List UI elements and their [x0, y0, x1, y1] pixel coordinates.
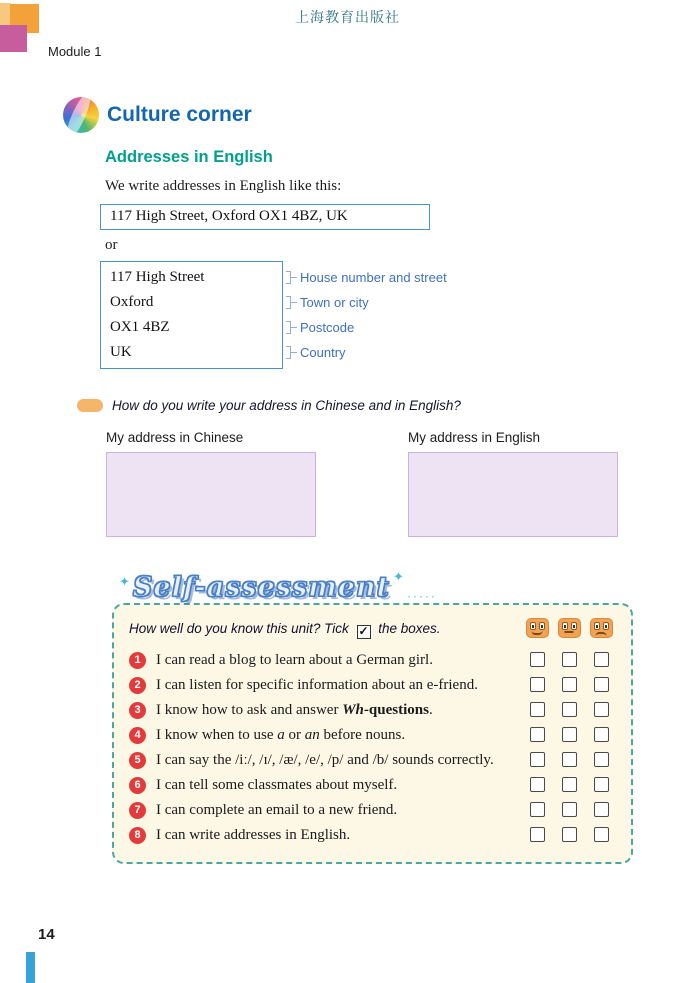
tick-box-cell [553, 802, 585, 817]
face-cell [553, 618, 585, 638]
address-label-row [286, 265, 447, 290]
tick-checkbox[interactable] [562, 677, 577, 692]
dash-icon [291, 302, 297, 303]
module-label: Module 1 [48, 44, 102, 59]
self-assessment-section [112, 569, 633, 864]
happy-face-icon [526, 618, 549, 638]
tick-checkbox[interactable] [562, 702, 577, 717]
item-number-badge: 3 [129, 702, 146, 719]
tick-checkbox[interactable] [530, 777, 545, 792]
tick-box-cell [553, 727, 585, 742]
tick-box-cell [585, 802, 617, 817]
dots-decoration: ····· [406, 589, 437, 603]
tick-checkbox[interactable] [594, 702, 609, 717]
tick-box-group [521, 652, 617, 667]
sparkle-icon: ✦ [393, 569, 404, 584]
english-address-label: My address in English [408, 430, 541, 445]
english-address-write-box[interactable] [408, 452, 618, 537]
item-text: I can listen for specific information about an e-friend. [156, 677, 478, 693]
tick-box-cell [585, 752, 617, 767]
culture-corner-title: Culture corner [107, 103, 252, 126]
tick-box-cell [521, 752, 553, 767]
item-number-badge: 6 [129, 777, 146, 794]
address-line: Oxford [110, 294, 154, 310]
tick-box-group [521, 827, 617, 842]
tick-checkbox[interactable] [594, 727, 609, 742]
or-label: or [105, 237, 118, 253]
tick-box-cell [521, 727, 553, 742]
bottom-edge-bar [26, 952, 35, 983]
tick-checkbox[interactable] [562, 727, 577, 742]
tick-box-group [521, 752, 617, 767]
item-text: I can write addresses in English. [156, 827, 351, 843]
self-assessment-title-text: Self-assessment [132, 572, 391, 603]
face-cell [521, 618, 553, 638]
deco-square-pink [0, 25, 27, 52]
dash-icon [291, 352, 297, 353]
assessment-list [129, 650, 617, 846]
assessment-item-row [129, 725, 617, 746]
item-number-badge: 1 [129, 652, 146, 669]
tick-checkbox[interactable] [530, 677, 545, 692]
address-breakdown [100, 261, 641, 369]
assessment-item-row [129, 775, 617, 796]
tick-checkbox[interactable] [594, 802, 609, 817]
address-part-label: Postcode [300, 320, 355, 335]
tick-checkbox[interactable] [562, 752, 577, 767]
dash-icon [291, 327, 297, 328]
tick-checkbox[interactable] [594, 677, 609, 692]
item-text: I know when to use a or an before nouns. [156, 727, 406, 743]
culture-corner-header [63, 97, 641, 133]
address-label-row [286, 340, 447, 365]
assessment-item-row [129, 750, 617, 771]
assessment-item-row [129, 825, 617, 846]
face-cell [585, 618, 617, 638]
english-address-column [408, 430, 618, 537]
tick-box-cell [553, 677, 585, 692]
activity-question: How do you write your address in Chinese and in English? [112, 398, 461, 413]
tick-box-cell [553, 827, 585, 842]
assessment-header [129, 618, 617, 639]
tick-checkbox[interactable] [530, 752, 545, 767]
tick-box-cell [553, 652, 585, 667]
tick-checkbox[interactable] [562, 827, 577, 842]
chinese-address-write-box[interactable] [106, 452, 316, 537]
inline-address-box: 117 High Street, Oxford OX1 4BZ, UK [100, 204, 430, 230]
publisher-title: 上海教育出版社 [295, 9, 400, 25]
tick-box-cell [585, 777, 617, 792]
instruction-suffix: the boxes. [378, 621, 441, 636]
assessment-instruction [129, 618, 521, 639]
address-line: UK [110, 344, 132, 360]
page-content [63, 97, 641, 864]
multiline-address-box [100, 261, 283, 369]
address-part-label: House number and street [300, 270, 447, 285]
item-number-badge: 7 [129, 802, 146, 819]
address-labels [286, 261, 447, 369]
item-text: I can tell some classmates about myself. [156, 777, 398, 793]
activity-question-row [63, 398, 641, 413]
tick-box-cell [521, 802, 553, 817]
tick-box-cell [521, 827, 553, 842]
address-label-row [286, 290, 447, 315]
address-part-label: Country [300, 345, 346, 360]
tick-checkbox[interactable] [594, 777, 609, 792]
tick-checkbox[interactable] [530, 652, 545, 667]
item-number-badge: 8 [129, 827, 146, 844]
section-title: Addresses in English [105, 148, 273, 166]
intro-text: We write addresses in English like this: [105, 178, 342, 194]
tick-box-cell [585, 652, 617, 667]
tick-checkbox[interactable] [594, 752, 609, 767]
chinese-address-label: My address in Chinese [106, 430, 244, 445]
tick-box-cell [585, 827, 617, 842]
assessment-item-row [129, 700, 617, 721]
tick-checkbox[interactable] [530, 802, 545, 817]
self-assessment-box [112, 603, 633, 864]
address-line: OX1 4BZ [110, 319, 170, 335]
tick-box-cell [553, 777, 585, 792]
dash-icon [291, 277, 297, 278]
item-text: I can complete an email to a new friend. [156, 802, 398, 818]
tick-checkbox[interactable] [530, 827, 545, 842]
tick-box-group [521, 702, 617, 717]
tick-box-group [521, 727, 617, 742]
tick-box-group [521, 777, 617, 792]
tick-checkbox[interactable] [530, 727, 545, 742]
tick-checkbox[interactable] [594, 652, 609, 667]
item-number-badge: 4 [129, 727, 146, 744]
self-assessment-title [116, 569, 437, 603]
address-part-label: Town or city [300, 295, 369, 310]
tick-checkbox[interactable] [530, 702, 545, 717]
tick-box-cell [585, 702, 617, 717]
tick-box-cell [521, 702, 553, 717]
tick-checkbox[interactable] [562, 652, 577, 667]
tick-box-group [521, 677, 617, 692]
sad-face-icon [590, 618, 613, 638]
tick-box-cell [553, 752, 585, 767]
write-address-row [106, 430, 641, 537]
tick-box-cell [585, 727, 617, 742]
neutral-face-icon [558, 618, 581, 638]
tick-box-cell [521, 677, 553, 692]
assessment-item-row [129, 675, 617, 696]
item-text: I can say the /iː/, /ɪ/, /æ/, /e/, /p/ and /b/ sounds correctly. [156, 752, 494, 768]
item-text: I know how to ask and answer Wh-questions. [156, 702, 433, 718]
tick-box-cell [585, 677, 617, 692]
tick-box-icon: ✓ [358, 624, 369, 638]
item-number-badge: 5 [129, 752, 146, 769]
sparkle-icon: ✦ [119, 574, 130, 589]
globe-icon [63, 97, 99, 133]
activity-bullet-icon [77, 399, 103, 412]
page-number: 14 [38, 926, 55, 943]
assessment-item-row [129, 800, 617, 821]
instruction-prefix: How well do you know this unit? Tick [129, 621, 349, 636]
tick-checkbox[interactable] [562, 802, 577, 817]
tick-checkbox[interactable] [594, 827, 609, 842]
assessment-item-row [129, 650, 617, 671]
tick-box-cell [553, 702, 585, 717]
tick-box-cell [521, 777, 553, 792]
address-line: 117 High Street [110, 269, 205, 285]
item-text: I can read a blog to learn about a German girl. [156, 652, 433, 668]
address-label-row [286, 315, 447, 340]
item-number-badge: 2 [129, 677, 146, 694]
tick-box-cell [521, 652, 553, 667]
tick-checkbox[interactable] [562, 777, 577, 792]
tick-box-group [521, 802, 617, 817]
faces-row [521, 618, 617, 638]
chinese-address-column [106, 430, 316, 537]
